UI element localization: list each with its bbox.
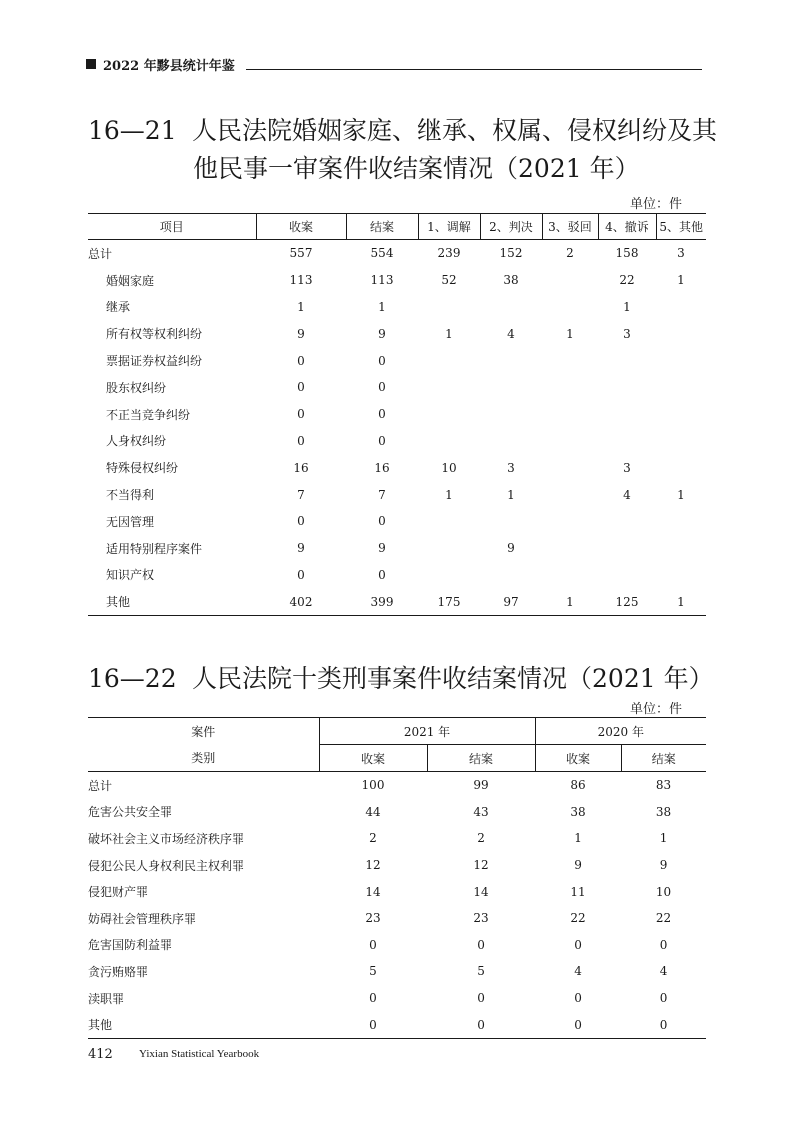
table-cell <box>542 535 598 562</box>
table-cell: 0 <box>297 514 305 529</box>
table2-year-a: 2021 年 <box>319 718 535 745</box>
table-cell: 0 <box>659 1017 668 1032</box>
table1-body <box>88 240 706 616</box>
table-cell <box>656 294 706 321</box>
row-label: 适用特别程序案件 <box>106 541 203 556</box>
table-cell: 9 <box>297 326 305 341</box>
table-cell: 0 <box>297 433 305 448</box>
table-cell <box>418 428 480 455</box>
table2 <box>88 717 706 1039</box>
table-cell: 99 <box>473 778 489 793</box>
table1-title-line2: 他民事一审案件收结案情况（2021 年） <box>193 154 640 183</box>
table1-unit: 单位：件 <box>630 197 683 212</box>
row-label: 股东权纠纷 <box>106 380 167 395</box>
row-label: 妨碍社会管理秩序罪 <box>88 911 197 926</box>
table-cell: 0 <box>378 567 386 582</box>
table-cell <box>656 374 706 401</box>
table-cell: 0 <box>477 1017 485 1032</box>
table-cell <box>480 562 542 589</box>
table-cell: 3 <box>623 326 631 341</box>
table-cell <box>542 374 598 401</box>
table-cell: 402 <box>289 594 313 609</box>
table-cell: 1 <box>445 326 453 341</box>
table2-year-b: 2020 年 <box>535 718 706 745</box>
table-row <box>88 294 706 321</box>
table1-col-header: 项目 <box>88 214 256 240</box>
table-cell <box>656 347 706 374</box>
table-cell <box>598 347 656 374</box>
row-label: 无因管理 <box>106 514 155 529</box>
table-cell: 0 <box>378 407 386 422</box>
table1-col-header: 3、驳回 <box>542 214 598 240</box>
row-label: 其他 <box>88 1018 113 1033</box>
header-title: 2022 年黟县统计年鉴 <box>103 59 235 74</box>
table-cell: 0 <box>574 937 582 952</box>
table2-header-row-1 <box>88 718 706 745</box>
table-cell <box>418 347 480 374</box>
row-label: 不正当竞争纠纷 <box>106 407 191 422</box>
table-cell: 10 <box>655 884 672 899</box>
table-row <box>88 825 706 852</box>
table-cell <box>656 535 706 562</box>
row-label: 渎职罪 <box>88 991 125 1006</box>
table-row <box>88 454 706 481</box>
table-cell: 1 <box>378 299 386 314</box>
row-label: 继承 <box>106 300 131 315</box>
table-cell: 23 <box>473 911 489 926</box>
running-header <box>86 55 702 75</box>
table-cell: 100 <box>361 778 385 793</box>
table-cell: 83 <box>655 778 672 793</box>
table-cell <box>542 428 598 455</box>
table-cell: 125 <box>615 594 639 609</box>
table-cell: 86 <box>570 778 586 793</box>
table-cell: 9 <box>659 858 668 873</box>
table-cell <box>480 374 542 401</box>
table-cell: 0 <box>659 937 668 952</box>
table-row <box>88 852 706 879</box>
table-row <box>88 799 706 826</box>
table-row <box>88 347 706 374</box>
table-cell: 4 <box>574 964 582 979</box>
table-cell: 1 <box>677 273 685 288</box>
row-label: 票据证券权益纠纷 <box>106 354 203 369</box>
table-row <box>88 958 706 985</box>
table-cell <box>598 508 656 535</box>
table-cell: 4 <box>659 964 668 979</box>
table-cell <box>656 428 706 455</box>
table1-col-header: 4、撤诉 <box>598 214 656 240</box>
table-cell <box>598 401 656 428</box>
table-cell: 38 <box>655 804 672 819</box>
table-cell <box>542 347 598 374</box>
table1-number: 16—21 <box>88 116 177 145</box>
table-cell: 43 <box>473 804 489 819</box>
row-label: 婚姻家庭 <box>106 273 155 288</box>
table-cell <box>418 374 480 401</box>
table-cell: 0 <box>378 380 386 395</box>
row-label: 总计 <box>88 246 113 261</box>
table-cell: 4 <box>507 326 515 341</box>
table-cell <box>480 347 542 374</box>
footer-text: Yixian Statistical Yearbook <box>139 1048 260 1060</box>
table-cell: 0 <box>477 991 485 1006</box>
table-cell: 22 <box>619 273 635 288</box>
table-cell: 7 <box>378 487 386 502</box>
table-cell <box>542 562 598 589</box>
table2-stub-bottom: 类别 <box>88 745 319 772</box>
table-cell: 1 <box>566 326 574 341</box>
table-cell: 0 <box>574 1017 582 1032</box>
table-cell: 9 <box>297 541 305 556</box>
table-cell: 0 <box>297 380 305 395</box>
table-cell: 1 <box>574 831 582 846</box>
table-cell: 1 <box>677 487 685 502</box>
table-row <box>88 772 706 799</box>
table-row <box>88 374 706 401</box>
row-label: 危害公共安全罪 <box>88 805 173 820</box>
table-cell: 9 <box>574 858 582 873</box>
table-cell: 2 <box>369 831 377 846</box>
row-label: 侵犯公民人身权利民主权利罪 <box>88 858 245 873</box>
table1-col-header: 收案 <box>256 214 346 240</box>
row-label: 所有权等权利纠纷 <box>106 327 203 342</box>
table-cell: 557 <box>289 246 313 261</box>
table-row <box>88 428 706 455</box>
table-cell: 9 <box>507 541 515 556</box>
table-row <box>88 562 706 589</box>
table-cell <box>598 428 656 455</box>
table1-col-header: 结案 <box>346 214 418 240</box>
table-row <box>88 240 706 267</box>
table-cell: 113 <box>289 273 313 288</box>
table2-title-text: 人民法院十类刑事案件收结案情况（2021 年） <box>192 664 714 693</box>
table-row <box>88 401 706 428</box>
table-cell <box>542 401 598 428</box>
table-cell <box>656 562 706 589</box>
table-cell <box>480 508 542 535</box>
table-cell: 399 <box>370 594 394 609</box>
table-row <box>88 985 706 1012</box>
table-cell: 7 <box>297 487 305 502</box>
table-cell <box>480 428 542 455</box>
table2-title <box>88 662 714 696</box>
table-cell: 14 <box>473 884 489 899</box>
table-cell: 2 <box>477 831 485 846</box>
table-cell <box>542 508 598 535</box>
table-cell: 3 <box>623 460 631 475</box>
table-cell <box>418 401 480 428</box>
table-cell: 22 <box>570 911 586 926</box>
table-cell: 0 <box>378 433 386 448</box>
row-label: 不当得利 <box>106 488 155 503</box>
table-row <box>88 508 706 535</box>
row-label: 特殊侵权纠纷 <box>106 461 179 476</box>
table-cell <box>418 508 480 535</box>
table-cell: 5 <box>477 964 485 979</box>
table-cell <box>418 535 480 562</box>
table-cell: 9 <box>378 326 386 341</box>
table-cell: 0 <box>297 407 305 422</box>
row-label: 侵犯财产罪 <box>88 885 149 900</box>
table-cell <box>542 481 598 508</box>
table-cell: 12 <box>365 858 381 873</box>
row-label: 其他 <box>106 595 131 610</box>
table1-title-text: 人民法院婚姻家庭、继承、权属、侵权纠纷及其 <box>192 116 718 145</box>
table-cell <box>480 294 542 321</box>
row-label: 人身权纠纷 <box>106 434 167 449</box>
table-cell <box>542 454 598 481</box>
table-cell: 10 <box>441 460 457 475</box>
table1-col-header: 5、其他 <box>656 214 706 240</box>
table-cell: 239 <box>437 246 461 261</box>
table-row <box>88 905 706 932</box>
table-cell: 0 <box>297 567 305 582</box>
table-cell: 3 <box>507 460 515 475</box>
table-row <box>88 878 706 905</box>
table-row <box>88 267 706 294</box>
table-cell: 9 <box>378 541 386 556</box>
table-cell <box>598 535 656 562</box>
row-label: 危害国防利益罪 <box>88 938 173 953</box>
table-cell <box>480 401 542 428</box>
table2-col-header: 收案 <box>319 745 427 772</box>
table-cell: 113 <box>370 273 394 288</box>
table1-col-header: 1、调解 <box>418 214 480 240</box>
table-cell <box>656 401 706 428</box>
row-label: 破坏社会主义市场经济秩序罪 <box>88 831 245 846</box>
table-row <box>88 588 706 615</box>
table-cell: 554 <box>370 246 394 261</box>
table-cell: 1 <box>566 594 574 609</box>
table-cell: 38 <box>503 273 519 288</box>
table1-col-header: 2、判决 <box>480 214 542 240</box>
page-number: 412 <box>88 1047 113 1062</box>
row-label: 知识产权 <box>106 568 155 583</box>
table-cell: 1 <box>445 487 453 502</box>
table-cell: 16 <box>293 460 309 475</box>
table-cell: 0 <box>378 353 386 368</box>
table-cell: 0 <box>369 1017 377 1032</box>
table-cell: 11 <box>570 884 586 899</box>
table-cell: 38 <box>570 804 586 819</box>
table-cell: 5 <box>369 964 377 979</box>
table-cell: 0 <box>369 991 377 1006</box>
table2-unit: 单位：件 <box>630 702 683 717</box>
table-row <box>88 535 706 562</box>
table2-body <box>88 772 706 1039</box>
table-cell: 4 <box>623 487 631 502</box>
table-cell: 152 <box>499 246 523 261</box>
table-cell: 0 <box>477 937 485 952</box>
table-cell <box>656 508 706 535</box>
table-row <box>88 481 706 508</box>
table-cell: 0 <box>378 514 386 529</box>
table2-col-header: 收案 <box>535 745 621 772</box>
header-rule <box>246 69 702 70</box>
table-cell: 158 <box>615 246 639 261</box>
table-cell <box>542 294 598 321</box>
table-cell: 12 <box>473 858 489 873</box>
table-cell: 2 <box>566 246 574 261</box>
table2-col-header: 结案 <box>427 745 535 772</box>
table1 <box>88 213 706 616</box>
table-cell: 44 <box>365 804 381 819</box>
table-row <box>88 320 706 347</box>
table-row <box>88 932 706 959</box>
table-cell: 0 <box>574 991 582 1006</box>
table-cell: 1 <box>659 831 668 846</box>
table2-header-row-2 <box>88 745 706 772</box>
table-cell <box>598 374 656 401</box>
table-cell: 1 <box>297 299 305 314</box>
table-row <box>88 1011 706 1038</box>
table-cell <box>542 267 598 294</box>
table-cell: 22 <box>655 911 672 926</box>
table-cell: 97 <box>503 594 519 609</box>
table2-number: 16—22 <box>88 664 177 693</box>
table2-col-header: 结案 <box>621 745 706 772</box>
table-cell <box>418 562 480 589</box>
table-cell: 0 <box>659 991 668 1006</box>
table-cell: 1 <box>623 299 631 314</box>
row-label: 总计 <box>88 778 113 793</box>
table-cell: 0 <box>297 353 305 368</box>
footer-rule <box>88 1038 706 1039</box>
table-cell <box>418 294 480 321</box>
table-cell: 0 <box>369 937 377 952</box>
table-cell: 16 <box>374 460 390 475</box>
table-cell: 14 <box>365 884 381 899</box>
table-cell: 1 <box>677 594 685 609</box>
table-cell <box>656 320 706 347</box>
table1-title-line1 <box>88 114 717 148</box>
table-cell: 3 <box>677 246 685 261</box>
table-cell: 23 <box>365 911 381 926</box>
row-label: 贪污贿赂罪 <box>88 964 149 979</box>
table-cell <box>598 562 656 589</box>
table-cell: 175 <box>437 594 461 609</box>
table1-header-row <box>88 214 706 240</box>
table-cell: 52 <box>441 273 457 288</box>
table-cell: 1 <box>507 487 515 502</box>
table-cell <box>656 454 706 481</box>
header-square-icon <box>86 59 96 69</box>
table2-stub-top: 案件 <box>191 724 216 739</box>
